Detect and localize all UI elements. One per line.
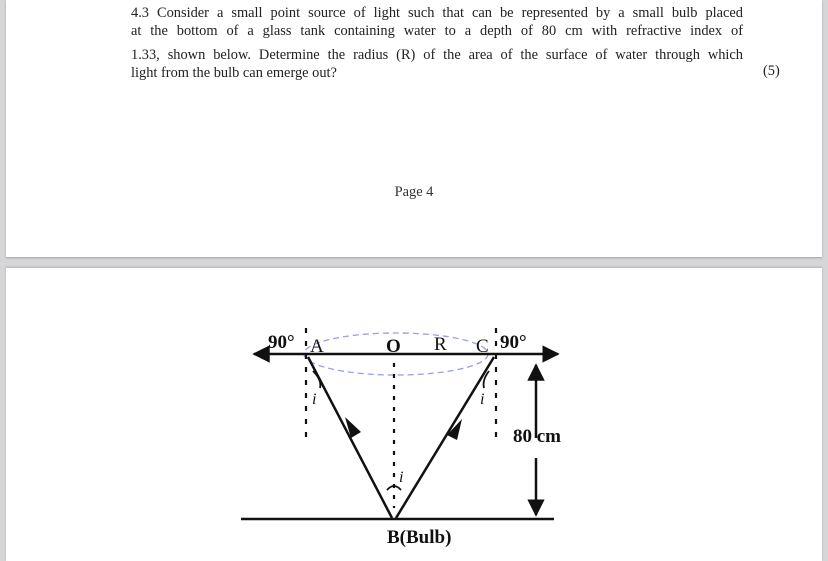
angle-label-i-right: i <box>480 391 485 408</box>
document-page-5 <box>6 268 822 561</box>
page-number: Page 4 <box>394 184 434 200</box>
question-marks: (5) <box>763 63 780 79</box>
angle-label-right: 90° <box>500 332 527 353</box>
question-line-4: light from the bulb can emerge out? <box>131 65 337 81</box>
question-line-1: 4.3 Consider a small point source of light such that can be represented by a small bulb placed <box>131 5 743 21</box>
refraction-diagram <box>6 268 822 561</box>
right-ray <box>396 357 494 518</box>
radius-label-r: R <box>434 334 447 355</box>
bulb-label: B(Bulb) <box>387 527 452 548</box>
question-line-3: 1.33, shown below. Determine the radius (R) of the area of the surface of water through which <box>131 47 743 63</box>
angle-label-left: 90° <box>268 332 295 353</box>
angle-label-i-bottom: i <box>399 469 404 486</box>
point-label-c: C <box>476 336 489 357</box>
depth-label: 80 cm <box>513 426 562 447</box>
document-page-4 <box>6 0 822 257</box>
point-label-a: A <box>310 336 324 357</box>
question-line-2: at the bottom of a glass tank containing water to a depth of 80 cm with refractive index of <box>131 23 743 39</box>
angle-label-i-left: i <box>312 391 317 408</box>
point-label-o: O <box>386 336 401 357</box>
question-text <box>131 4 743 82</box>
